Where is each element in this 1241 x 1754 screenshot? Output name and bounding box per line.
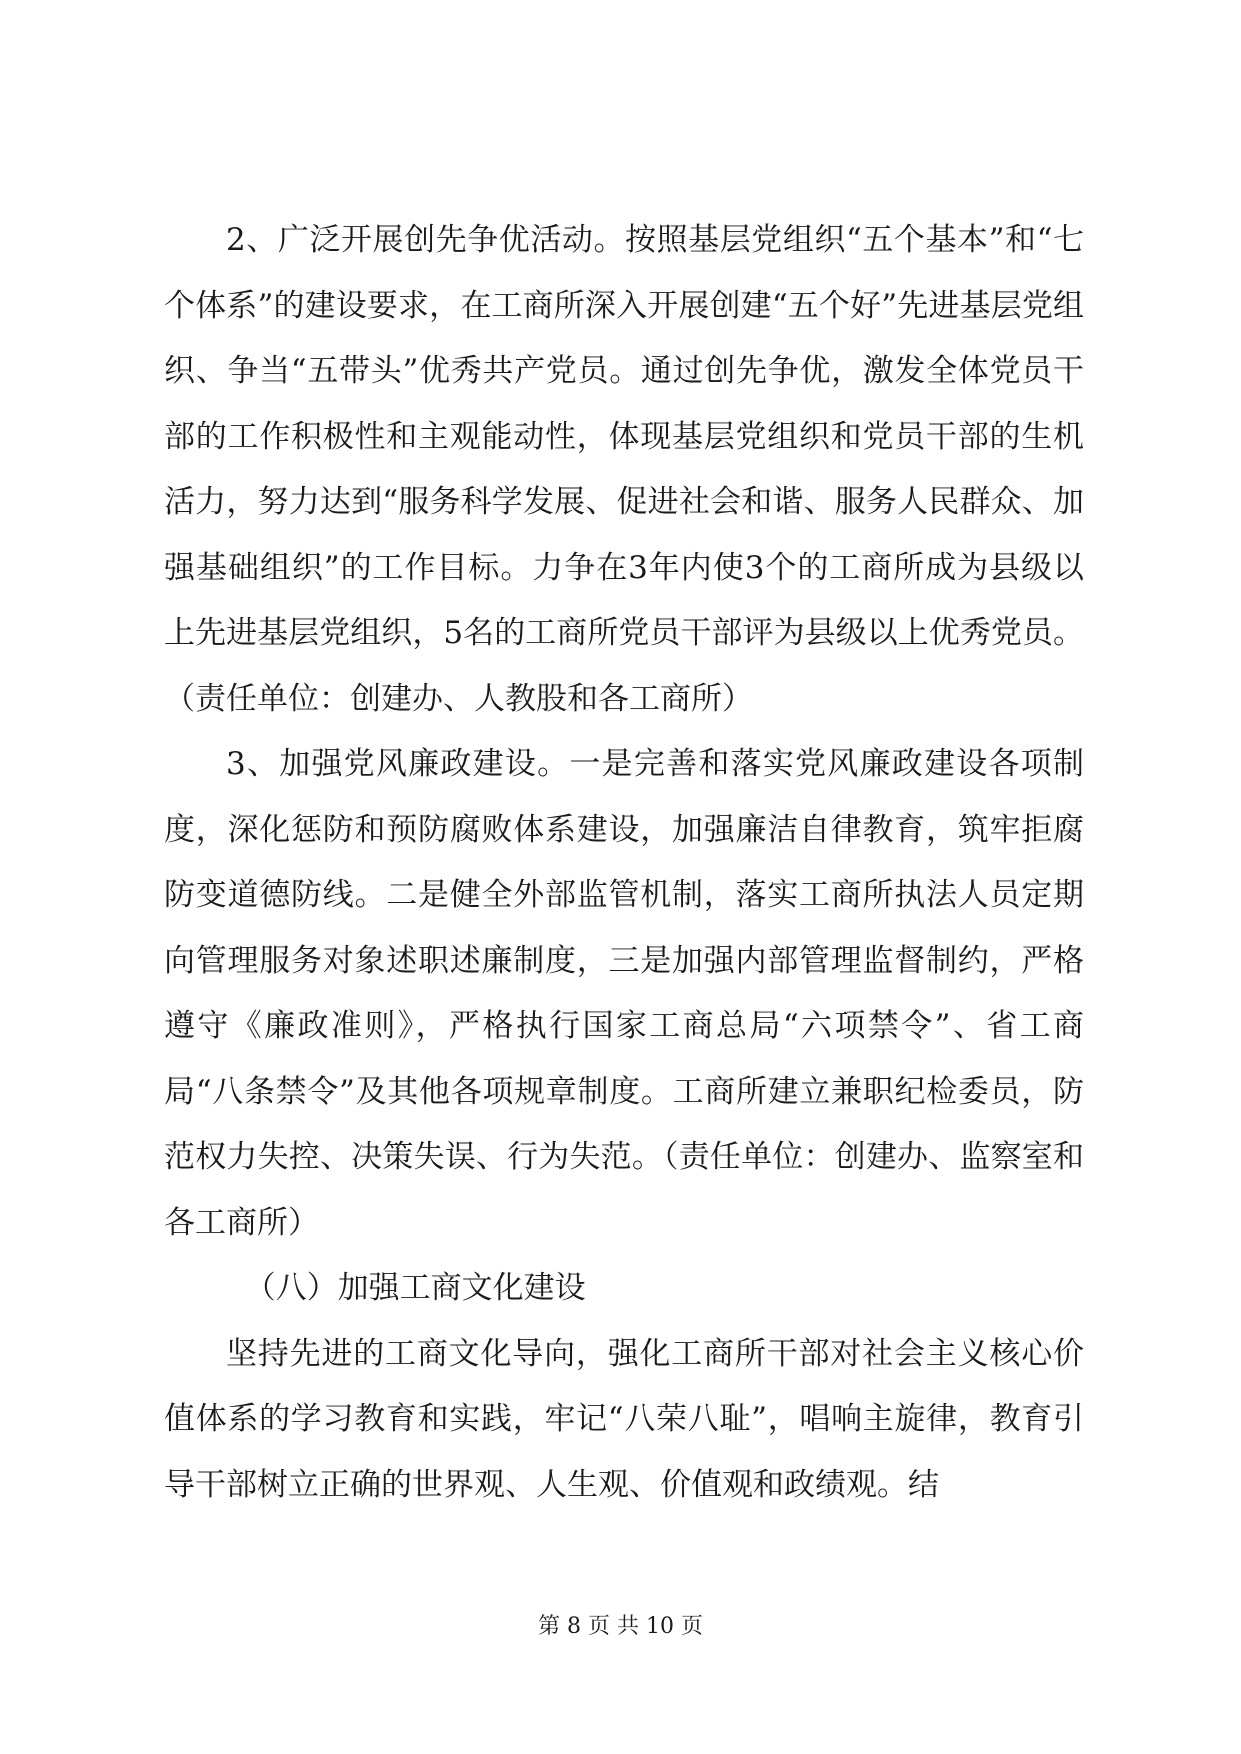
- paragraph-culture: 坚持先进的工商文化导向，强化工商所干部对社会主义核心价值体系的学习教育和实践，牢记“八荣八耻”，唱响主旋律，教育引导干部树立正确的世界观、人生观、价值观和政绩观。结: [164, 1335, 1084, 1503]
- section-heading: （八）加强工商文化建设: [244, 1270, 586, 1306]
- page-number-footer: 第 8 页 共 10 页: [538, 1614, 703, 1639]
- paragraph-anti-corruption: 3、加强党风廉政建设。一是完善和落实党风廉政建设各项制度，深化惩防和预防腐败体系建设，加强廉洁自律教育，筑牢拒腐防变道德防线。二是健全外部监管机制，落实工商所执法人员定期向管理服务对象述职述廉制度，三是加强内部管理监督制约，严格遵守《廉政准则》，严格执行国家工商总局“六项禁令”、省工商局“八条禁令”及其他各项规章制度。工商所建立兼职纪检委员，防范权力失控、决策失误、行为失范。（责任单位：创建办、监察室和各工商所）: [164, 746, 1084, 1241]
- paragraph-party-activities: 2、广泛开展创先争优活动。按照基层党组织“五个基本”和“七个体系”的建设要求，在工商所深入开展创建“五个好”先进基层党组织、争当“五带头”优秀共产党员。通过创先争优，激发全体党员干部的工作积极性和主观能动性，体现基层党组织和党员干部的生机活力，努力达到“服务科学发展、促进社会和谐、服务人民群众、加强基础组织”的工作目标。力争在3年内使3个的工商所成为县级以上先进基层党组织，5名的工商所党员干部评为县级以上优秀党员。（责任单位：创建办、人教股和各工商所）: [164, 222, 1084, 717]
- document-body: [164, 208, 1084, 1518]
